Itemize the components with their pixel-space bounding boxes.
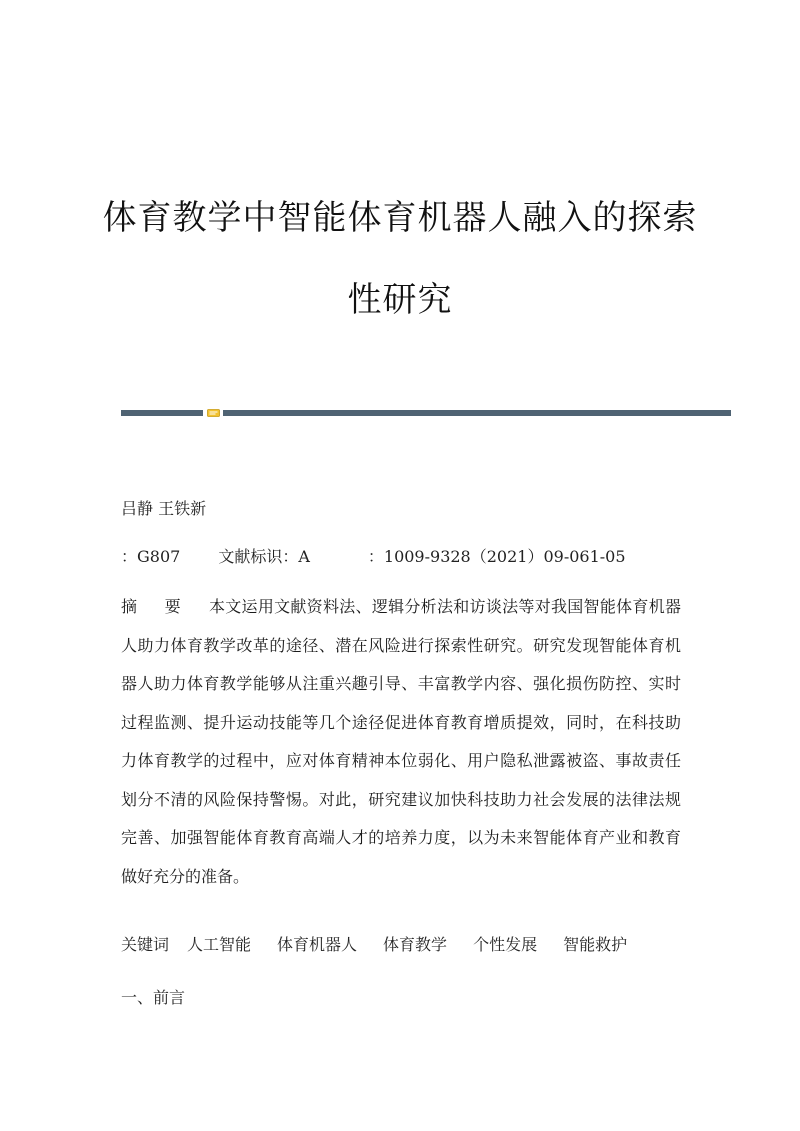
abstract-line: 力体育教学的过程中，应对体育精神本位弱化、用户隐私泄露被盗、事故责任 (121, 751, 681, 770)
document-icon (207, 409, 220, 417)
abstract-line: 摘 要 本文运用文献资料法、逻辑分析法和访谈法等对我国智能体育机器 (121, 597, 681, 616)
abstract-line: 完善、加强智能体育教育高端人才的培养力度，以为未来智能体育产业和教育 (121, 828, 681, 847)
keyword: 体育机器人 (277, 935, 358, 954)
abstract-line: 过程监测、提升运动技能等几个途径促进体育教育增质提效，同时，在科技助 (121, 712, 681, 732)
keyword: 人工智能 (187, 935, 252, 954)
keyword: 智能救护 (563, 935, 628, 954)
abstract-line: 人助力体育教学改革的途径、潜在风险进行探索性研究。研究发现智能体育机 (121, 635, 681, 655)
abstract-label: 摘 要 (121, 597, 181, 616)
class-number: ：G807 (121, 547, 181, 566)
authors: 吕静 王铁新 (121, 499, 207, 518)
keyword: 个性发展 (473, 935, 538, 954)
paper-title-line-2: 性研究 (347, 280, 453, 320)
keywords (121, 932, 627, 955)
article-number: ：1009-9328（2021）09-061-05 (367, 547, 626, 566)
divider-bar-right (223, 410, 731, 416)
abstract-line: 划分不清的风险保持警惕。对此，研究建议加快科技助力社会发展的法律法规 (121, 789, 681, 809)
paper-title-line-1: 体育教学中智能体育机器人融入的探索 (102, 198, 698, 238)
divider-bar-left (121, 410, 203, 416)
abstract (121, 588, 681, 896)
article-metadata (121, 544, 626, 567)
abstract-line: 做好充分的准备。 (121, 866, 250, 886)
keyword: 体育教学 (383, 935, 448, 954)
keywords-label: 关键词 (121, 935, 170, 954)
abstract-line: 器人助力体育教学能够从注重兴趣引导、丰富教学内容、强化损伤防控、实时 (121, 674, 681, 693)
title-divider (121, 409, 731, 417)
section-heading: 一、前言 (121, 988, 186, 1007)
document-code: 文献标识：A (218, 547, 310, 566)
